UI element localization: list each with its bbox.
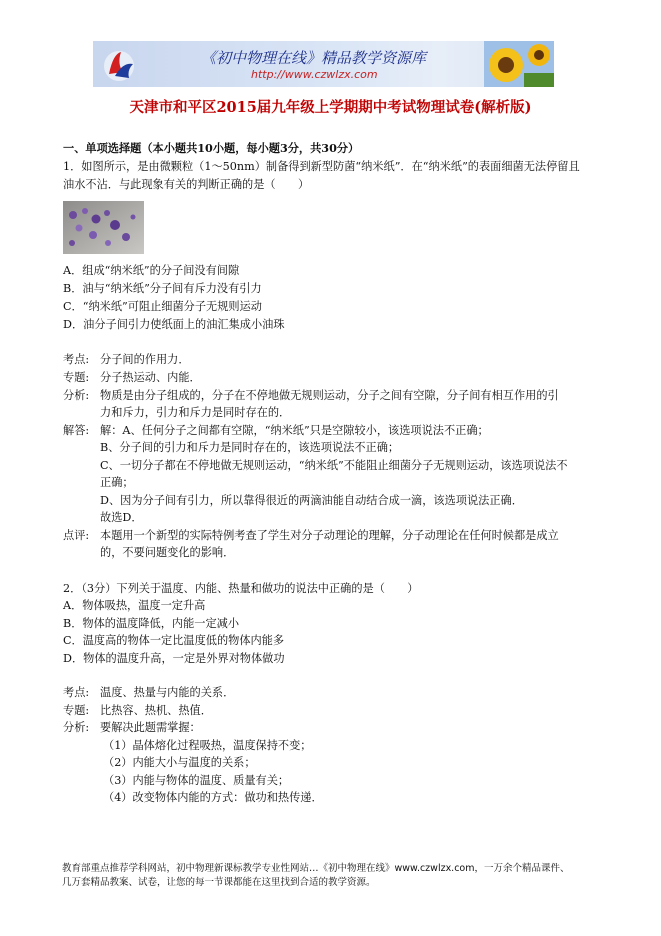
q1-jieda-line-5: D、因为分子间有引力，所以靠得很近的两滴油能自动结合成一滴，该选项说法正确． — [100, 494, 523, 507]
q2-kaodian: 温度、热量与内能的关系． — [100, 686, 235, 699]
nano-paper-photo — [63, 201, 144, 254]
q1-jieda-line-4: 正确； — [100, 476, 134, 489]
q1-jieda-line-6: 故选D． — [100, 511, 143, 524]
banner-title: 《初中物理在线》精品教学资源库 — [201, 49, 427, 67]
q1-option-a: A．组成“纳米纸”的分子间没有间隙 — [63, 264, 240, 277]
q1-dianping-line-1: 本题用一个新型的实际特例考查了学生对分子动理论的理解，分子动理论在任何时候都是成立 — [100, 529, 559, 542]
q2-fenxi-item-4: （4）改变物体内能的方式：做功和热传递． — [103, 791, 323, 804]
q2-fenxi-label: 分析: — [63, 721, 90, 734]
q1-jieda-line-1: 解：A、任何分子之间都有空隙，“纳米纸”只是空隙较小，该选项说法不正确； — [100, 424, 489, 437]
q2-option-c: C．温度高的物体一定比温度低的物体内能多 — [63, 634, 285, 647]
q1-fenxi-line-2: 力和斥力，引力和斥力是同时存在的． — [100, 406, 291, 419]
q1-fenxi-line-1: 物质是由分子组成的，分子在不停地做无规则运动，分子之间有空隙，分子间有相互作用的引 — [100, 389, 559, 402]
q1-fenxi-label: 分析: — [63, 389, 90, 402]
q1-zhuanti-label: 专题: — [63, 371, 90, 384]
q1-option-b: B．油与“纳米纸”分子间有斥力没有引力 — [63, 282, 262, 295]
q1-jieda-line-2: B、分子间的引力和斥力是同时存在的，该选项说法不正确； — [100, 441, 400, 454]
q1-jieda-line-3: C、一切分子都在不停地做无规则运动，“纳米纸”不能阻止细菌分子无规则运动，该选项说法不 — [100, 459, 568, 472]
q2-option-b: B．物体的温度降低，内能一定减小 — [63, 617, 240, 630]
q1-stem-line-2: 油水不沾．与此现象有关的判断正确的是（ ） — [63, 178, 310, 191]
q2-option-a: A．物体吸热，温度一定升高 — [63, 599, 206, 612]
q2-fenxi-item-2: （2）内能大小与温度的关系； — [103, 756, 256, 769]
banner-url: http://www.czwlzx.com — [251, 68, 378, 81]
q1-dianping-label: 点评: — [63, 529, 90, 542]
q2-zhuanti: 比热容、热机、热值． — [100, 704, 212, 717]
q1-kaodian-label: 考点: — [63, 353, 90, 366]
q2-fenxi-line-1: 要解决此题需掌握： — [100, 721, 201, 734]
document-title: 天津市和平区2015届九年级上学期期中考试物理试卷(解析版) — [129, 99, 532, 116]
q1-option-d: D．油分子间引力使纸面上的油汇集成小油珠 — [63, 318, 285, 331]
q1-dianping-line-2: 的，不要问题变化的影响． — [100, 546, 235, 559]
header-banner — [93, 41, 554, 87]
q2-fenxi-item-1: （1）晶体熔化过程吸热，温度保持不变； — [103, 739, 312, 752]
q2-fenxi-item-3: （3）内能与物体的温度、质量有关； — [103, 774, 290, 787]
section-heading: 一、单项选择题（本小题共10小题，每小题3分，共30分） — [63, 141, 360, 155]
q2-option-d: D．物体的温度升高，一定是外界对物体做功 — [63, 652, 285, 665]
q1-jieda-label: 解答: — [63, 424, 90, 437]
site-logo — [99, 44, 139, 84]
footer-line-2: 几万套精品教案、试卷，让您的每一节课都能在这里找到合适的教学资源。 — [62, 877, 376, 888]
q1-zhuanti: 分子热运动、内能． — [100, 371, 201, 384]
q1-stem-line-1: 1．如图所示，是由微颗粒（1～50nm）制备得到新型防菌“纳米纸”．在“纳米纸”的表面细菌无法停留且 — [63, 160, 580, 173]
q1-option-c: C．“纳米纸”可阻止细菌分子无规则运动 — [63, 300, 262, 313]
sunflower-image — [484, 41, 554, 87]
q2-zhuanti-label: 专题: — [63, 704, 90, 717]
q1-kaodian: 分子间的作用力． — [100, 353, 190, 366]
q2-kaodian-label: 考点: — [63, 686, 90, 699]
q2-stem: 2．（3分）下列关于温度、内能、热量和做功的说法中正确的是（ ） — [63, 582, 419, 595]
footer-line-1: 教育部重点推荐学科网站，初中物理新课标教学专业性网站…《初中物理在线》www.czwlzx.com，一万余个精品课件、 — [62, 863, 570, 874]
